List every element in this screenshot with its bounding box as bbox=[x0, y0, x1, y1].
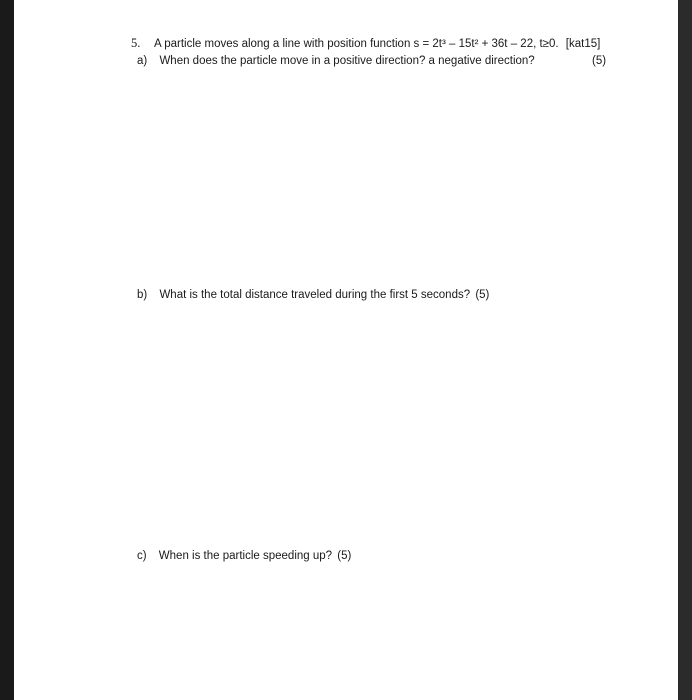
part-c-label: c) bbox=[137, 550, 147, 562]
question-stem bbox=[154, 37, 600, 51]
question-number: 5. bbox=[131, 36, 141, 50]
worksheet-page bbox=[14, 0, 678, 700]
part-b bbox=[137, 288, 489, 302]
part-b-text: What is the total distance traveled during the first 5 seconds? bbox=[159, 289, 471, 301]
part-c-text: When is the particle speeding up? bbox=[158, 550, 333, 562]
part-a-text: When does the particle move in a positive direction? a negative direction? bbox=[159, 55, 535, 67]
part-b-points: (5) bbox=[475, 289, 490, 301]
question-stem-text: A particle moves along a line with position function s = 2t³ – 15t² + 36t – 22, t≥0. bbox=[154, 38, 559, 50]
page-edge-shadow bbox=[678, 0, 692, 700]
part-a-label: a) bbox=[137, 55, 148, 67]
part-a bbox=[137, 54, 535, 68]
part-c-points: (5) bbox=[337, 550, 352, 562]
part-b-label: b) bbox=[137, 289, 148, 301]
part-c bbox=[137, 549, 351, 563]
part-a-points: (5) bbox=[592, 55, 607, 67]
question-source-tag: [kat15] bbox=[565, 38, 601, 50]
